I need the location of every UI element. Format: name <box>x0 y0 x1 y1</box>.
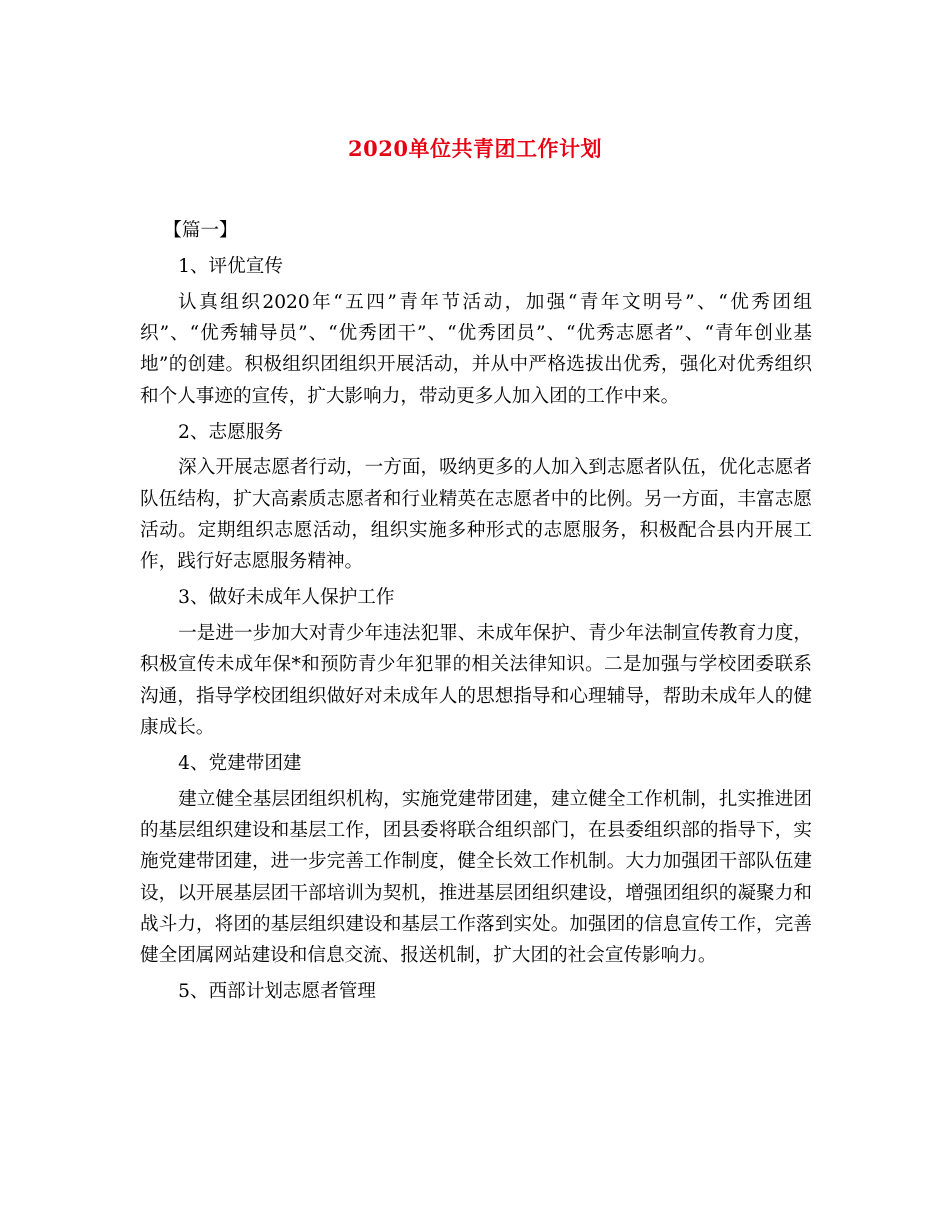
item-heading-3: 3、做好未成年人保护工作 <box>178 587 395 609</box>
item-paragraph-2: 深入开展志愿者行动，一方面，吸纳更多的人加入到志愿者队伍，优化志愿者队伍结构，扩大高素质志愿者和行业精英在志愿者中的比例。另一方面，丰富志愿活动。定期组织志愿活动，组织实施多种形式的志愿服务，积极配合县内开展工作，践行好志愿服务精神。 <box>140 457 812 573</box>
item-paragraph-4: 建立健全基层团组织机构，实施党建带团建，建立健全工作机制，扎实推进团的基层组织建设和基层工作，团县委将联合组织部门，在县委组织部的指导下，实施党建带团建，进一步完善工作制度，健全长效工作机制。大力加强团干部队伍建设，以开展基层团干部培训为契机，推进基层团组织建设，增强团组织的凝聚力和战斗力，将团的基层组织建设和基层工作落到实处。加强团的信息宣传工作，完善健全团属网站建设和信息交流、报送机制，扩大团的社会宣传影响力。 <box>140 788 812 967</box>
item-paragraph-1: 认真组织2020年“五四”青年节活动，加强“青年文明号”、“优秀团组织”、“优秀辅导员”、“优秀团干”、“优秀团员”、“优秀志愿者”、“青年创业基地”的创建。积极组织团组织开展活动，并从中严格选拔出优秀，强化对优秀组织和个人事迹的宣传，扩大影响力，带动更多人加入团的工作中来。 <box>140 291 812 407</box>
document-title: 2020单位共青团工作计划 <box>348 136 602 161</box>
item-heading-5: 5、西部计划志愿者管理 <box>178 981 376 1003</box>
section-label: 【篇一】 <box>163 220 238 241</box>
item-heading-4: 4、党建带团建 <box>178 752 302 774</box>
item-paragraph-3: 一是进一步加大对青少年违法犯罪、未成年保护、青少年法制宣传教育力度，积极宣传未成年保*和预防青少年犯罪的相关法律知识。二是加强与学校团委联系沟通，指导学校团组织做好对未成年人的思想指导和心理辅导，帮助未成年人的健康成长。 <box>140 623 812 739</box>
item-heading-1: 1、评优宣传 <box>178 255 283 277</box>
document-body <box>140 215 812 1012</box>
item-heading-2: 2、志愿服务 <box>178 421 283 443</box>
